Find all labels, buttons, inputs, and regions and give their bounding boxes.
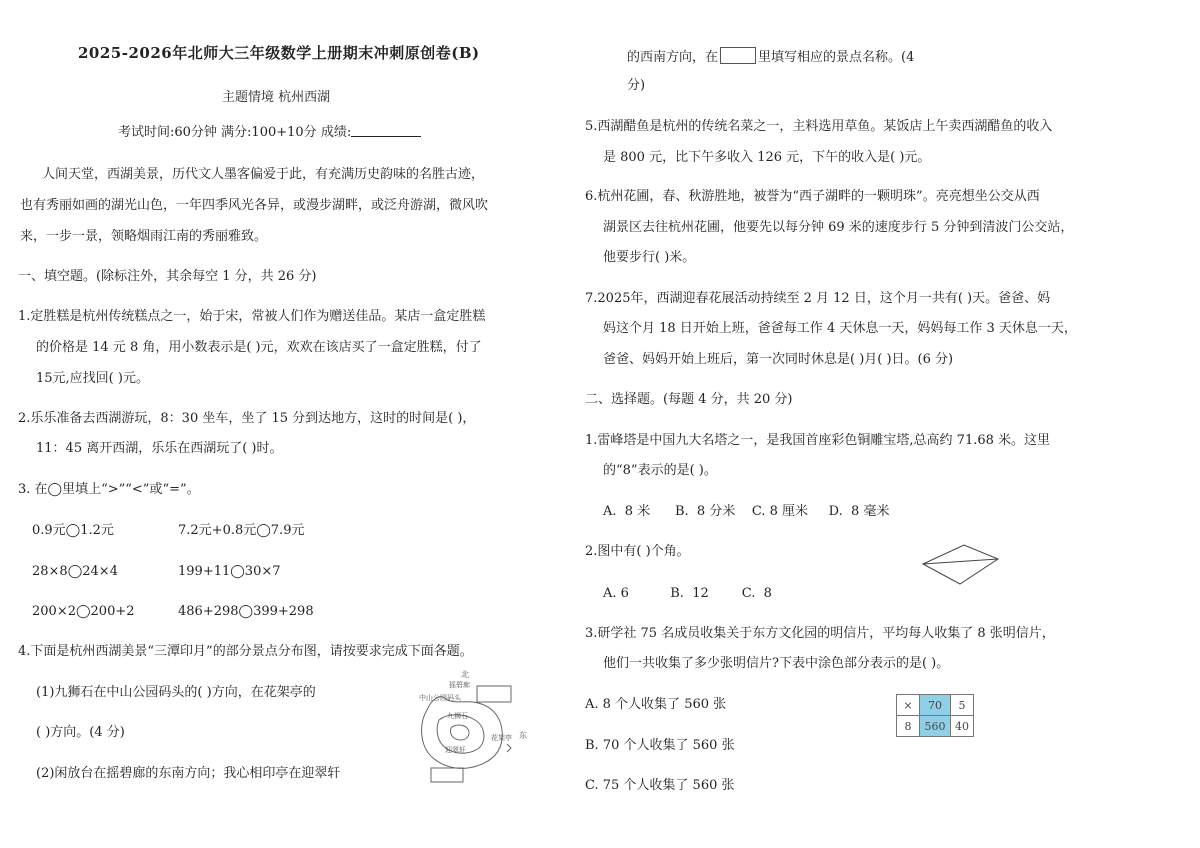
section2-heading: 二、选择题。(每题 4 分，共 20 分) [585, 392, 793, 407]
question-line: 6.杭州花圃，春、秋游胜地，被誉为“西子湖畔的一颗明珠”。亮亮想坐公交从西 [585, 189, 1040, 204]
compare-item: 200×2◯200+2 [32, 604, 135, 619]
table-cell: × [897, 695, 920, 716]
map-north-label: 北 [461, 670, 469, 679]
angle-figure [920, 540, 1002, 588]
question-line: 2.图中有( )个角。 [585, 544, 690, 559]
question-line: 他们一共收集了多少张明信片?下表中涂色部分表示的是( )。 [603, 656, 950, 671]
question-line: 7.2025年，西湖迎春花展活动持续至 2 月 12 日，这个月一共有( )天。爸爸、妈 [585, 291, 1051, 306]
question-stem: 3. 在◯里填上“>”“<”或“=”。 [18, 482, 200, 497]
scenic-map [405, 668, 530, 796]
question-line: 1.雷峰塔是中国九大名塔之一，是我国首座彩色铜雕宝塔,总高约 71.68 米。这里 [585, 433, 1051, 448]
compare-item: 486+298◯399+298 [178, 604, 314, 619]
question-line: 1.定胜糕是杭州传统糕点之一，始于宋，常被人们作为赠送佳品。某店一盒定胜糕 [18, 309, 486, 324]
table-cell-highlighted: 70 [920, 695, 951, 716]
table-cell: 8 [897, 716, 920, 737]
map-flower-label: 花架亭 [491, 734, 512, 742]
table-cell-highlighted: 560 [920, 716, 951, 737]
table-cell: 40 [951, 716, 974, 737]
compare-item: 199+11◯30×7 [178, 564, 281, 579]
theme-line: 主题情境 杭州西湖 [222, 90, 331, 105]
question-line: 2.乐乐准备去西湖游玩，8：30 坐车，坐了 15 分到达地方，这时的时间是( )， [18, 411, 476, 426]
question-line: 5.西湖醋鱼是杭州的传统名菜之一，主料选用草鱼。某饭店上午卖西湖醋鱼的收入 [585, 119, 1053, 134]
multiplication-table [896, 694, 974, 737]
choice-option-c: C. 75 个人收集了 560 张 [585, 778, 735, 793]
table-row [897, 695, 974, 716]
question-line: 3.研学社 75 名成员收集关于东方文化园的明信片，平均每人收集了 8 张明信片， [585, 626, 1055, 641]
question-line: 11：45 离开西湖，乐乐在西湖玩了( )时。 [36, 441, 283, 456]
compare-item: 0.9元◯1.2元 [32, 523, 114, 538]
section1-heading: 一、填空题。(除标注外，其余每空 1 分，共 26 分) [18, 269, 317, 284]
map-east-label: 东 [519, 731, 527, 740]
exam-info-text: 考试时间:60分钟 满分:100+10分 成绩: [118, 125, 352, 140]
map-pier-label: 中山公园码头 [419, 694, 461, 702]
exam-info [118, 124, 421, 142]
page-title: 2025-2026年北师大三年级数学上册期末冲刺原创卷(B) [78, 44, 480, 62]
answer-box[interactable] [720, 47, 756, 64]
question-line: 湖景区去往杭州花圃，他要先以每分钟 69 米的速度步行 5 分钟到清波门公交站， [603, 220, 1074, 235]
compare-item: 28×8◯24×4 [32, 564, 118, 579]
choice-options: A. 6 B. 12 C. 8 [603, 586, 772, 601]
question-line: 爸爸、妈妈开始上班后，第一次同时休息是( )月( )日。(6 分) [603, 352, 954, 367]
q4-continued-points: 分) [627, 78, 646, 93]
question-line: 的价格是 14 元 8 角，用小数表示是( )元，欢欢在该店买了一盒定胜糕，付了 [36, 340, 482, 355]
compare-item: 7.2元+0.8元◯7.9元 [178, 523, 305, 538]
question-stem: 4.下面是杭州西湖美景“三潭印月”的部分景点分布图，请按要求完成下面各题。 [18, 644, 473, 659]
question-line: 妈这个月 18 日开始上班，爸爸每工作 4 天休息一天，妈妈每工作 3 天休息一天， [603, 321, 1077, 336]
sub-question-1b: ( )方向。(4 分) [36, 725, 125, 740]
question-line: 的“8”表示的是( )。 [603, 463, 717, 478]
intro-line: 人间天堂，西湖美景，历代文人墨客偏爱于此，有充满历史韵味的名胜古迹， [42, 167, 485, 182]
intro-line: 也有秀丽如画的湖光山色，一年四季风光各异，或漫步湖畔，或泛舟游湖，微风吹 [20, 198, 489, 213]
q4-cont-text: 的西南方向，在 [627, 50, 719, 65]
east-arrow-icon [507, 744, 511, 752]
sub-question-1a: (1)九狮石在中山公园码头的( )方向，在花架亭的 [36, 685, 316, 700]
table-cell: 5 [951, 695, 974, 716]
sub-question-2: (2)闲放台在摇碧廊的东南方向；我心相印亭在迎翠轩 [36, 766, 341, 781]
score-blank[interactable] [351, 124, 421, 137]
question-line: 15元,应找回( )元。 [36, 371, 149, 386]
question-line: 他要步行( )米。 [603, 250, 696, 265]
table-row [897, 716, 974, 737]
q4-cont-text: 里填写相应的景点名称。(4 [758, 50, 915, 65]
map-rock-label: 九狮石 [447, 712, 468, 720]
map-pavilion-label: 摇碧廊 [449, 681, 470, 689]
intro-line: 来，一步一景，领略烟雨江南的秀丽雅致。 [20, 229, 268, 244]
choice-option-a: A. 8 个人收集了 560 张 [585, 697, 727, 712]
map-cuixuan-label: 迎翠轩 [445, 746, 466, 754]
choice-options: A. 8 米 B. 8 分米 C. 8 厘米 D. 8 毫米 [603, 504, 890, 519]
choice-option-b: B. 70 个人收集了 560 张 [585, 738, 735, 753]
q4-continued [627, 47, 914, 67]
question-line: 是 800 元，比下午多收入 126 元，下午的收入是( )元。 [603, 150, 931, 165]
